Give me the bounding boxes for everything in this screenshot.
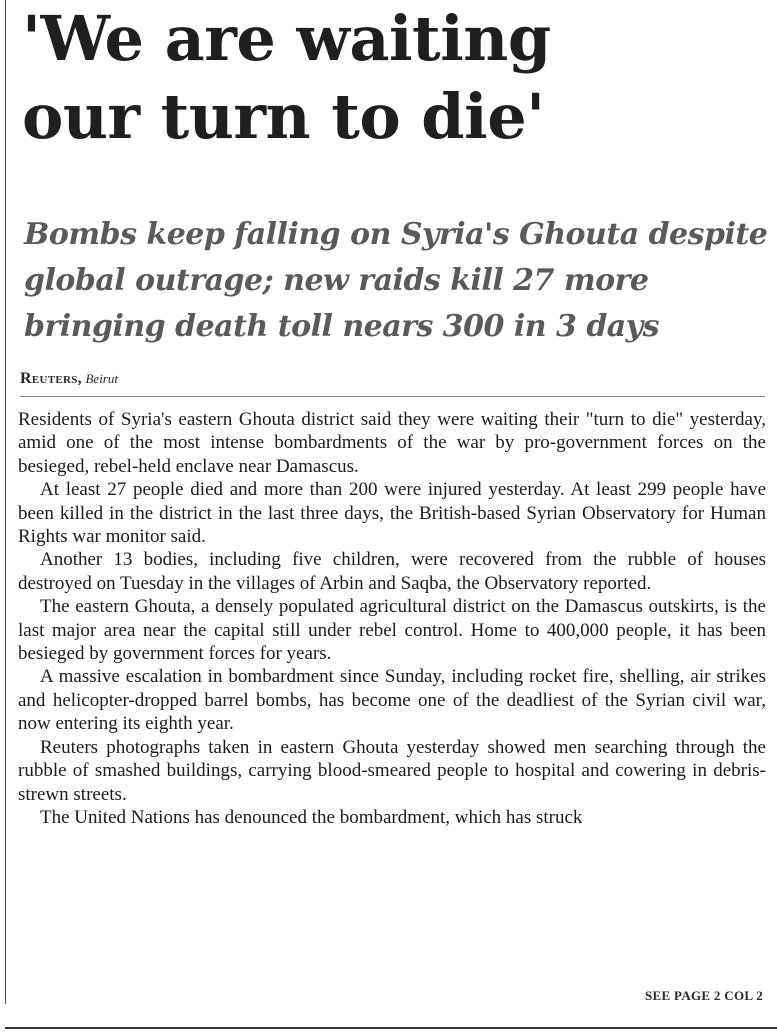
article-paragraph: The eastern Ghouta, a densely populated agricultural district on the Damascus outskirts, is the last major area near the capital still under rebel control. Home to 400,000 people, it has been besieged by government forces for years. (18, 596, 766, 665)
article-body (18, 408, 766, 829)
article-paragraph: The United Nations has denounced the bombardment, which has struck (40, 806, 583, 828)
article-paragraph: Another 13 bodies, including five children, were recovered from the rubble of houses destroyed on Tuesday in the villages of Arbin and Saqba, the Observatory reported. (18, 549, 766, 594)
headline (22, 0, 772, 156)
article-paragraph: Reuters photographs taken in eastern Ghouta yesterday showed men searching through the rubble of smashed buildings, carrying blood-smeared people to hospital and cowering in debris-strewn streets. (18, 736, 766, 805)
article-paragraph: At least 27 people died and more than 200 were injured yesterday. At least 299 people have been killed in the district in the last three days, the British-based Syrian Observatory for Human Rights war monitor said. (18, 479, 766, 548)
byline-agency: Reuters, (20, 370, 82, 387)
headline-line-2: our turn to die' (22, 80, 545, 153)
column-rule-left (5, 0, 6, 1004)
continuation-jump-line: SEE PAGE 2 COL 2 (645, 988, 763, 1003)
subheadline: Bombs keep falling on Syria's Ghouta despite global outrage; new raids kill 27 more bringing death toll nears 300 in 3 days (24, 217, 768, 344)
byline-divider (20, 396, 765, 397)
page-bottom-rule (5, 1027, 777, 1029)
article-paragraph: A massive escalation in bombardment since Sunday, including rocket fire, shelling, air strikes and helicopter-dropped barrel bombs, has become one of the deadliest of the Syrian civil war, now entering its eighth year. (18, 666, 766, 735)
byline-location: Beirut (85, 371, 118, 386)
headline-line-1: 'We are waiting (22, 2, 551, 75)
byline (20, 370, 118, 388)
article-paragraph: Residents of Syria's eastern Ghouta district said they were waiting their "turn to die" yesterday, amid one of the most intense bombardments of the war by pro-government forces on the besieged, rebel-held enclave near Damascus. (18, 409, 766, 477)
